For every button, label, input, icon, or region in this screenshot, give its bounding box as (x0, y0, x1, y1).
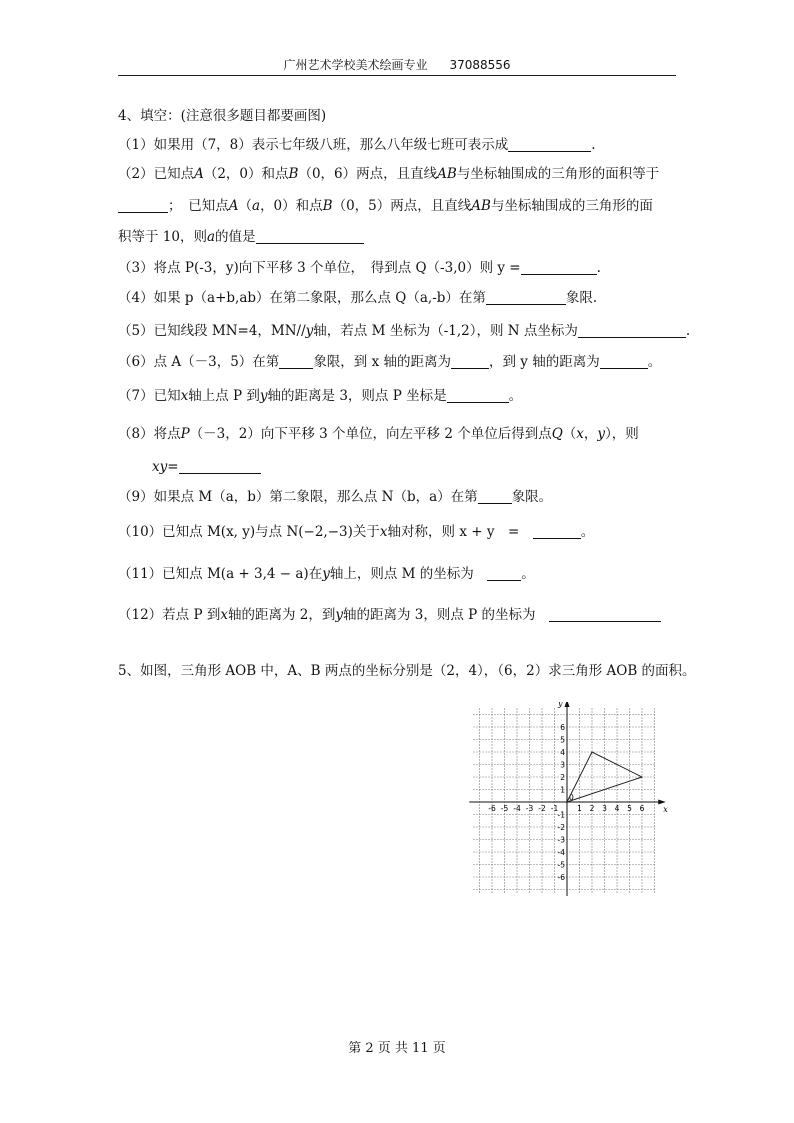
y-tick-label: -4 (557, 848, 565, 857)
question-6: （6）点 A（－3，5）在第 象限，到 x 轴的距离为 ，到 y 轴的距离为 。 (118, 354, 662, 370)
answer-blank[interactable] (486, 290, 566, 305)
answer-blank[interactable] (487, 566, 521, 581)
question-11: （11）已知点 M(a + 3,4 − a)在y轴上，则点 M 的坐标为 。 (118, 566, 535, 582)
answer-blank[interactable] (600, 354, 648, 369)
y-tick-label: -5 (557, 860, 565, 870)
coordinate-graph (466, 702, 676, 896)
x-tick-label: -2 (538, 804, 546, 813)
header-school: 广州艺术学校美术绘画专业 (283, 58, 428, 72)
question-1: （1）如果用（7，8）表示七年级八班，那么八年级七班可表示成 . (118, 137, 596, 153)
question-12: （12）若点 P 到x轴的距离为 2，到y轴的距离为 3，则点 P 的坐标为 (118, 606, 661, 624)
answer-blank[interactable] (578, 323, 686, 338)
x-tick-label: 3 (602, 804, 607, 813)
question-3: （3）将点 P(-3，y)向下平移 3 个单位， 得到点 Q（-3,0）则 y = . (118, 260, 601, 276)
answer-blank[interactable] (549, 607, 661, 622)
y-tick-label: -6 (557, 873, 565, 882)
x-axis-arrow-icon (658, 800, 666, 805)
question-9: （9）如果点 M（a，b）第二象限，那么点 N（b，a）在第 象限。 (118, 489, 553, 505)
y-tick-label: 3 (560, 760, 565, 770)
x-tick-label: 5 (627, 804, 632, 813)
section5-question: 5、如图，三角形 AOB 中，A、B 两点的坐标分别是（2，4），（6，2）求三角形 AOB 的面积。 (118, 663, 696, 679)
x-tick-label: -1 (550, 804, 559, 813)
answer-blank[interactable] (451, 354, 489, 369)
y-tick-label: 1 (560, 785, 565, 795)
answer-blank[interactable] (279, 354, 313, 369)
answer-blank[interactable] (533, 524, 581, 539)
y-tick-label: 2 (560, 773, 565, 782)
y-tick-label: -1 (557, 810, 565, 820)
x-axis-label: x (663, 805, 668, 814)
x-tick-label: -3 (525, 804, 534, 813)
x-tick-label: 1 (577, 804, 582, 813)
question-5: （5）已知线段 MN=4，MN//y轴，若点 M 坐标为（-1,2），则 N 点坐标为 . (118, 323, 691, 339)
question-2-line1: （2）已知点A（2，0）和点B（0，6）两点，且直线AB与坐标轴围成的三角形的面积等于 (118, 166, 660, 182)
question-8-line2: xy= (152, 458, 261, 476)
y-tick-label: -3 (557, 835, 565, 845)
y-axis-arrow-icon (565, 702, 570, 707)
answer-blank[interactable] (447, 388, 509, 403)
question-10: （10）已知点 M(x, y)与点 N(−2,−3)关于x轴对称，则 x + y = 。 (118, 524, 595, 540)
graph-tick-labels (488, 702, 668, 882)
answer-blank[interactable] (256, 229, 364, 244)
answer-blank[interactable] (179, 459, 261, 474)
header-phone: 37088556 (449, 58, 511, 72)
y-tick-label: 4 (560, 748, 565, 757)
section4-title: 4、填空：(注意很多题目都要画图) (118, 108, 327, 124)
x-tick-label: -6 (488, 804, 496, 813)
question-7: （7）已知x轴上点 P 到y轴的距离是 3，则点 P 坐标是 。 (118, 388, 523, 404)
page-footer: 第 2 页 共 11 页 (348, 1041, 446, 1056)
x-tick-label: -4 (513, 804, 521, 813)
origin-label: 0 (569, 793, 574, 802)
question-2-line2: ； 已知点A（a，0）和点B（0，5）两点，且直线AB与坐标轴围成的三角形的面 (118, 197, 653, 215)
y-tick-label: 6 (560, 723, 565, 732)
y-tick-label: 5 (560, 735, 565, 745)
x-tick-label: 4 (614, 804, 620, 813)
question-2-line3: 积等于 10，则a的值是 (118, 228, 364, 246)
page-header (118, 57, 676, 76)
answer-blank[interactable] (118, 198, 168, 213)
y-tick-label: -2 (557, 823, 565, 832)
graph-axes (469, 702, 666, 896)
question-4: （4）如果 p（a+b,ab）在第二象限，那么点 Q（a,-b）在第 象限. (118, 290, 598, 306)
x-tick-label: -5 (500, 804, 509, 813)
x-tick-label: 2 (589, 804, 595, 813)
question-8-line1: （8）将点P（－3，2）向下平移 3 个单位，向左平移 2 个单位后得到点Q（x，y），则 (118, 426, 639, 442)
answer-blank[interactable] (478, 489, 512, 504)
answer-blank[interactable] (508, 137, 591, 152)
x-tick-label: 6 (639, 804, 645, 813)
answer-blank[interactable] (521, 260, 597, 275)
y-axis-label: y (558, 702, 563, 708)
